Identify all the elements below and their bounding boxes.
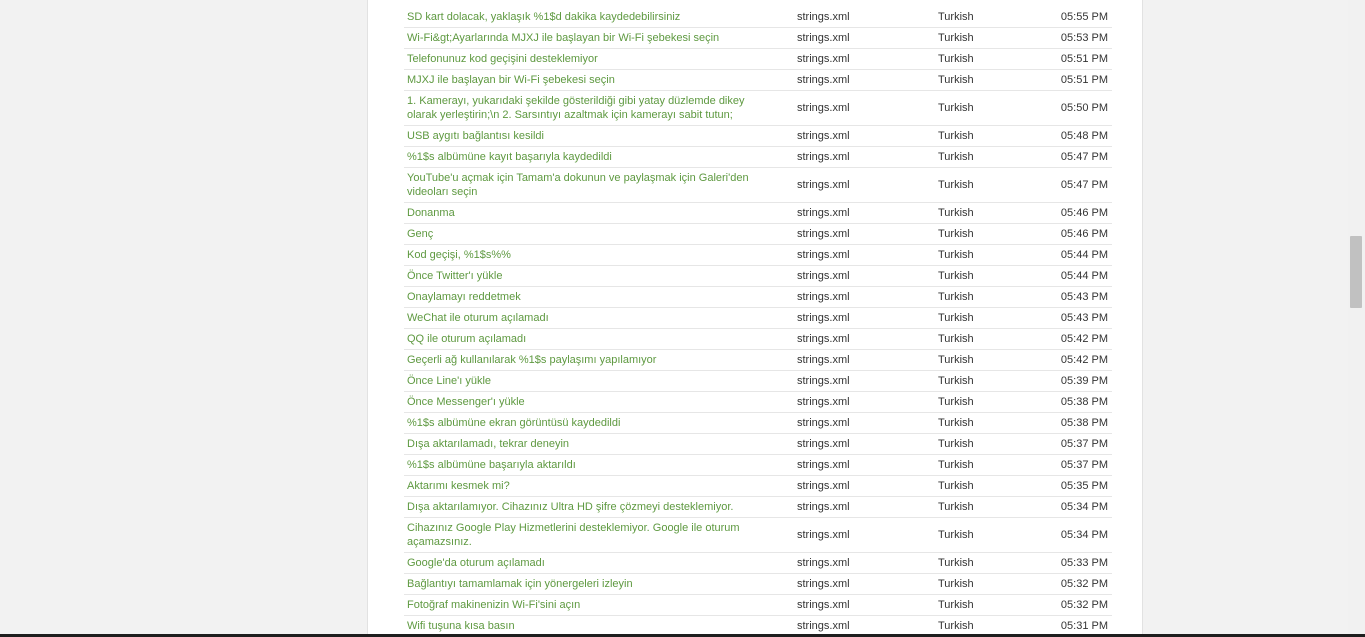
file-cell: strings.xml (797, 179, 850, 191)
language-cell: Turkish (938, 312, 974, 324)
language-cell: Turkish (938, 11, 974, 23)
string-link[interactable]: Dışa aktarılamıyor. Cihazınız Ultra HD şifre çözmeyi desteklemiyor. (407, 501, 734, 513)
string-link[interactable]: QQ ile oturum açılamadı (407, 333, 527, 345)
table-row (404, 497, 1112, 518)
language-cell: Turkish (938, 599, 974, 611)
string-link[interactable]: Fotoğraf makinenizin Wi-Fi'sini açın (407, 599, 581, 611)
string-link[interactable]: Genç (407, 228, 434, 240)
file-cell: strings.xml (797, 480, 850, 492)
table-row (404, 476, 1112, 497)
table-row (404, 28, 1112, 49)
file-cell: strings.xml (797, 417, 850, 429)
string-link[interactable]: Dışa aktarılamadı, tekrar deneyin (407, 438, 570, 450)
language-cell: Turkish (938, 151, 974, 163)
table-row (404, 91, 1112, 126)
language-cell: Turkish (938, 578, 974, 590)
string-link[interactable]: Cihazınız Google Play Hizmetlerini desteklemiyor. Google ile oturum açamazsınız. (407, 522, 740, 548)
file-cell: strings.xml (797, 620, 850, 632)
time-cell: 05:53 PM (1060, 32, 1108, 44)
time-cell: 05:44 PM (1060, 270, 1108, 282)
language-cell: Turkish (938, 53, 974, 65)
language-cell: Turkish (938, 375, 974, 387)
table-row (404, 168, 1112, 203)
string-link[interactable]: Google'da oturum açılamadı (407, 557, 545, 569)
file-cell: strings.xml (797, 557, 850, 569)
string-link[interactable]: WeChat ile oturum açılamadı (407, 312, 549, 324)
file-cell: strings.xml (797, 270, 850, 282)
string-link[interactable]: %1$s albümüne ekran görüntüsü kaydedildi (407, 417, 621, 429)
time-cell: 05:37 PM (1060, 438, 1108, 450)
time-cell: 05:31 PM (1060, 620, 1108, 632)
string-link[interactable]: %1$s albümüne başarıyla aktarıldı (407, 459, 576, 471)
time-cell: 05:37 PM (1060, 459, 1108, 471)
file-cell: strings.xml (797, 74, 850, 86)
file-cell: strings.xml (797, 130, 850, 142)
string-link[interactable]: Onaylamayı reddetmek (407, 291, 521, 303)
language-cell: Turkish (938, 32, 974, 44)
table-row (404, 70, 1112, 91)
file-cell: strings.xml (797, 11, 850, 23)
file-cell: strings.xml (797, 599, 850, 611)
file-cell: strings.xml (797, 354, 850, 366)
language-cell: Turkish (938, 207, 974, 219)
time-cell: 05:43 PM (1060, 291, 1108, 303)
language-cell: Turkish (938, 529, 974, 541)
time-cell: 05:33 PM (1060, 557, 1108, 569)
table-row (404, 595, 1112, 616)
time-cell: 05:32 PM (1060, 599, 1108, 611)
time-cell: 05:44 PM (1060, 249, 1108, 261)
table-row (404, 7, 1112, 28)
file-cell: strings.xml (797, 333, 850, 345)
time-cell: 05:48 PM (1060, 130, 1108, 142)
table-row (404, 455, 1112, 476)
table-row (404, 203, 1112, 224)
language-cell: Turkish (938, 417, 974, 429)
string-link[interactable]: MJXJ ile başlayan bir Wi-Fi şebekesi seçin (407, 74, 615, 86)
time-cell: 05:47 PM (1060, 151, 1108, 163)
file-cell: strings.xml (797, 32, 850, 44)
content-panel (367, 0, 1143, 637)
language-cell: Turkish (938, 501, 974, 513)
language-cell: Turkish (938, 620, 974, 632)
language-cell: Turkish (938, 291, 974, 303)
time-cell: 05:42 PM (1060, 333, 1108, 345)
string-link[interactable]: Donanma (407, 207, 455, 219)
time-cell: 05:55 PM (1060, 11, 1108, 23)
table-row (404, 350, 1112, 371)
table-row (404, 126, 1112, 147)
time-cell: 05:51 PM (1060, 74, 1108, 86)
file-cell: strings.xml (797, 438, 850, 450)
string-link[interactable]: YouTube'u açmak için Tamam'a dokunun ve paylaşmak için Galeri'den videoları seçin (407, 172, 749, 198)
file-cell: strings.xml (797, 151, 850, 163)
time-cell: 05:34 PM (1060, 529, 1108, 541)
file-cell: strings.xml (797, 312, 850, 324)
string-link[interactable]: Telefonunuz kod geçişini desteklemiyor (407, 53, 598, 65)
file-cell: strings.xml (797, 529, 850, 541)
file-cell: strings.xml (797, 501, 850, 513)
string-link[interactable]: Geçerli ağ kullanılarak %1$s paylaşımı yapılamıyor (407, 354, 657, 366)
file-cell: strings.xml (797, 291, 850, 303)
language-cell: Turkish (938, 179, 974, 191)
language-cell: Turkish (938, 354, 974, 366)
language-cell: Turkish (938, 333, 974, 345)
table-row (404, 518, 1112, 553)
time-cell: 05:38 PM (1060, 396, 1108, 408)
table-row (404, 574, 1112, 595)
time-cell: 05:35 PM (1060, 480, 1108, 492)
language-cell: Turkish (938, 459, 974, 471)
table-row (404, 287, 1112, 308)
file-cell: strings.xml (797, 459, 850, 471)
time-cell: 05:42 PM (1060, 354, 1108, 366)
table-row (404, 224, 1112, 245)
language-cell: Turkish (938, 396, 974, 408)
string-link[interactable]: %1$s albümüne kayıt başarıyla kaydedildi (407, 151, 612, 163)
string-link[interactable]: Önce Twitter'ı yükle (407, 270, 503, 282)
string-link[interactable]: 1. Kamerayı, yukarıdaki şekilde gösterildiği gibi yatay düzlemde dikey olarak yerleştirin;\n 2. Sarsıntıyı azaltmak için kamerayı sabit tutun; (407, 95, 745, 121)
string-link[interactable]: Aktarımı kesmek mi? (407, 480, 510, 492)
string-link[interactable]: SD kart dolacak, yaklaşık %1$d dakika kaydedebilirsiniz (407, 11, 681, 23)
language-cell: Turkish (938, 102, 974, 114)
time-cell: 05:46 PM (1060, 228, 1108, 240)
table-row (404, 308, 1112, 329)
time-cell: 05:43 PM (1060, 312, 1108, 324)
scrollbar[interactable] (1348, 0, 1365, 637)
string-link[interactable]: Kod geçişi, %1$s%% (407, 249, 511, 261)
language-cell: Turkish (938, 228, 974, 240)
language-cell: Turkish (938, 130, 974, 142)
time-cell: 05:46 PM (1060, 207, 1108, 219)
file-cell: strings.xml (797, 53, 850, 65)
table-row (404, 371, 1112, 392)
time-cell: 05:39 PM (1060, 375, 1108, 387)
table-row (404, 553, 1112, 574)
language-cell: Turkish (938, 557, 974, 569)
file-cell: strings.xml (797, 578, 850, 590)
file-cell: strings.xml (797, 228, 850, 240)
table-row (404, 413, 1112, 434)
table-row (404, 245, 1112, 266)
time-cell: 05:50 PM (1060, 102, 1108, 114)
time-cell: 05:51 PM (1060, 53, 1108, 65)
string-link[interactable]: Wifi tuşuna kısa basın (407, 620, 515, 632)
language-cell: Turkish (938, 249, 974, 261)
table-row (404, 49, 1112, 70)
table-row (404, 392, 1112, 413)
file-cell: strings.xml (797, 249, 850, 261)
table-row (404, 147, 1112, 168)
string-link[interactable]: USB aygıtı bağlantısı kesildi (407, 130, 544, 142)
language-cell: Turkish (938, 74, 974, 86)
language-cell: Turkish (938, 438, 974, 450)
string-link[interactable]: Önce Line'ı yükle (407, 375, 492, 387)
file-cell: strings.xml (797, 102, 850, 114)
language-cell: Turkish (938, 480, 974, 492)
file-cell: strings.xml (797, 396, 850, 408)
table-row (404, 329, 1112, 350)
time-cell: 05:47 PM (1060, 179, 1108, 191)
language-cell: Turkish (938, 270, 974, 282)
time-cell: 05:32 PM (1060, 578, 1108, 590)
string-link[interactable]: Bağlantıyı tamamlamak için yönergeleri izleyin (407, 578, 633, 590)
time-cell: 05:34 PM (1060, 501, 1108, 513)
file-cell: strings.xml (797, 207, 850, 219)
table-row (404, 434, 1112, 455)
string-link[interactable]: Wi-Fi&gt;Ayarlarında MJXJ ile başlayan bir Wi-Fi şebekesi seçin (407, 32, 720, 44)
table-row (404, 266, 1112, 287)
time-cell: 05:38 PM (1060, 417, 1108, 429)
file-cell: strings.xml (797, 375, 850, 387)
string-link[interactable]: Önce Messenger'ı yükle (407, 396, 525, 408)
scrollbar-thumb[interactable] (1350, 236, 1362, 308)
